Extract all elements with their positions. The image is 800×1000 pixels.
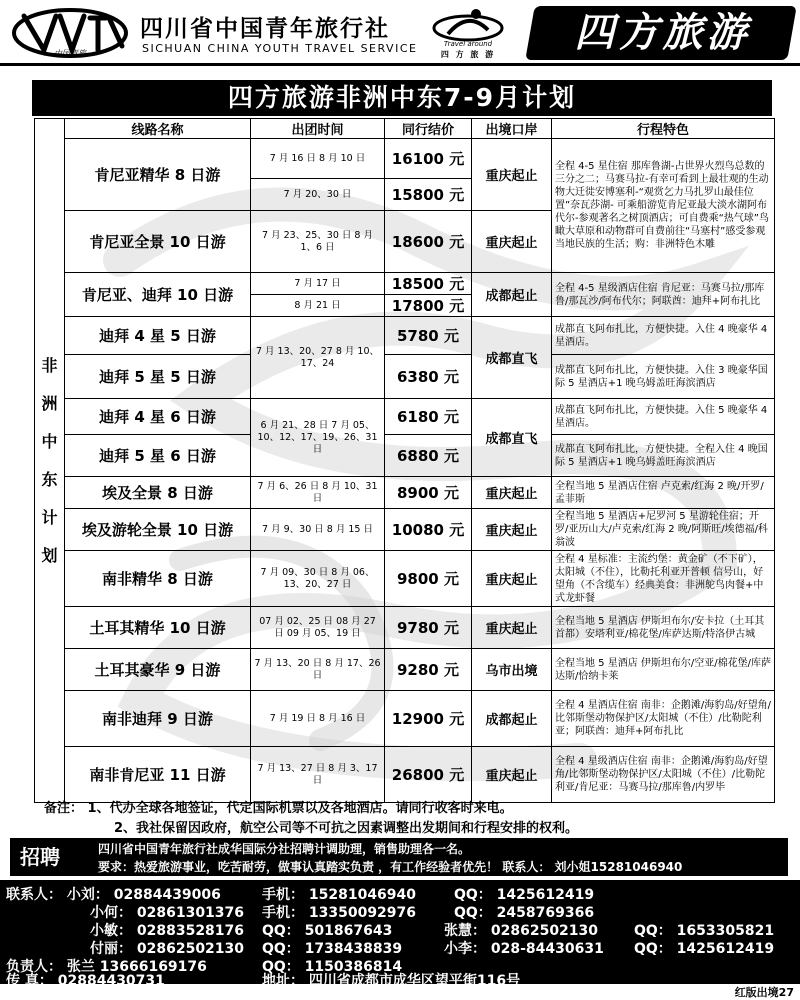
tour-dates: 7 月 6、26 日 8 月 10、31 日 [251,477,385,509]
route-name: 肯尼亚全景 10 日游 [65,211,251,273]
table-row [35,139,775,179]
departure-port: 成都起止 [472,691,552,747]
tour-features: 全程当地 5 星酒店住宿 卢克索/红海 2 晚/开罗/孟菲斯 [552,477,775,509]
contact-xiaoli: 小李： 028-84430631 [444,941,604,957]
tour-dates: 7 月 09、30 日 8 月 06、13、20、27 日 [251,551,385,607]
page-header [0,0,800,66]
tour-price: 6180 元 [385,399,472,435]
sifang-logo [418,8,518,60]
departure-port: 成都起止 [472,273,552,317]
cyts-logo-icon [10,6,130,60]
contact-fax: 传 真： 02884430731 [6,973,165,989]
contact-mobile-2: 手机： 13350092976 [262,905,417,921]
departure-port: 重庆起止 [472,509,552,551]
departure-port: 重庆起止 [472,139,552,211]
tour-features: 全程 4-5 星住宿 那库鲁湖-占世界火烈鸟总数的三分之二；马赛马拉-有幸可看到上最壮观的生动物大迁徙安博塞利-“观赏乞力马扎罗山最佳位置”奈瓦莎湖- 可乘船游览肯尼亚最大淡水湖阿布代尔-参观著名之树顶酒店；可自费乘“热气球”鸟瞰大草原和动物群可自费前往“马塞村”感受参观当地民族的生活；购：非洲特色木雕 [552,139,775,273]
tour-price: 6880 元 [385,435,472,477]
contact-xiaomin: 小敏： 02883528176 [90,923,245,939]
tour-dates: 7 月 13、20 日 8 月 17、26 日 [251,649,385,691]
tour-features: 成都直飞阿布扎比，方便快捷。全程入住 4 晚国际 5 星酒店+1 晚乌姆盖旺海滨酒店 [552,435,775,477]
contact-manager: 负责人： 张兰 13666169176 [6,959,207,975]
tour-price: 17800 元 [385,295,472,317]
contact-qq-5: QQ： 1738438839 [262,941,403,957]
route-name: 迪拜 5 星 5 日游 [65,355,251,399]
tour-price: 12900 元 [385,691,472,747]
tour-price: 10080 元 [385,509,472,551]
contact-qq-3: QQ： 501867643 [262,923,393,939]
table-row [35,317,775,355]
departure-port: 重庆起止 [472,211,552,273]
tour-features: 成都直飞阿布扎比，方便快捷。入住 5 晚豪华 4 星酒店。 [552,399,775,435]
route-name: 南非迪拜 9 日游 [65,691,251,747]
col-header-price: 同行结价 [385,119,472,139]
table-row [35,399,775,435]
table-row [35,607,775,649]
table-row [35,273,775,295]
contact-xiaoliu: 联系人： 小刘： 02884439006 [6,887,221,903]
tour-dates: 7 月 17 日 [251,273,385,295]
traveler-icon [418,8,518,42]
notes-section [44,799,764,839]
tour-features: 全程 4 星级酒店住宿 南非：企鹅滩/海豹岛/好望角/比邻斯堡动物保护区/太阳城（不住）/比勒陀利亚/肯尼亚：马赛马拉/那库鲁/内罗毕 [552,747,775,803]
contact-qq-7: QQ： 1150386814 [262,959,403,975]
contact-zhanghui: 张慧： 02862502130 [444,923,599,939]
mid-logo-en: Travel around [443,40,493,48]
note-2: 2、我社保留因政府，航空公司等不可抗之因素调整出发期间和行程安排的权利。 [114,821,579,836]
tour-features: 成都直飞阿布扎比，方便快捷。入住 4 晚豪华 4 星酒店。 [552,317,775,355]
table-row [35,355,775,399]
tour-features: 全程当地 5 星酒店 伊斯坦布尔/安卡拉（土耳其首都）安塔利亚/棉花堡/库萨达斯/特洛伊古城 [552,607,775,649]
tour-dates: 8 月 21 日 [251,295,385,317]
tour-dates: 7 月 13、27 日 8 月 3、17 日 [251,747,385,803]
note-1: 备注： 1、代办全球各地签证，代定国际机票以及各地酒店。请同行收客时来电。 [44,801,513,816]
table-row [35,509,775,551]
tour-features: 成都直飞阿布扎比，方便快捷。入住 3 晚豪华国际 5 星酒店+1 晚乌姆盖旺海滨酒店 [552,355,775,399]
route-name: 肯尼亚、迪拜 10 日游 [65,273,251,317]
table-row [35,691,775,747]
col-header-route: 线路名称 [65,119,251,139]
contact-qq-6: QQ： 1425612419 [634,941,775,957]
tour-dates: 6 月 21、28 日 7 月 05、10、12、17、19、26、31 日 [251,399,385,477]
tour-dates: 7 月 20、30 日 [251,179,385,211]
contacts-section [0,880,800,989]
tour-dates: 7 月 9、30 日 8 月 15 日 [251,509,385,551]
logo-text: 中国青旅 [54,49,86,58]
tour-table [34,118,774,794]
recruit-line-2: 要求：热爱旅游事业，吃苦耐劳，做事认真踏实负责 ，有工作经验者优先！ 联系人： 刘小姐15281046940 [98,860,683,874]
mid-logo-cn: 四 方 旅 游 [440,50,496,59]
tour-price: 6380 元 [385,355,472,399]
contact-qq-2: QQ： 2458769366 [454,905,595,921]
table-row [35,435,775,477]
route-name: 迪拜 4 星 6 日游 [65,399,251,435]
route-name: 迪拜 5 星 6 日游 [65,435,251,477]
tour-dates: 7 月 23、25、30 日 8 月 1、6 日 [251,211,385,273]
recruit-banner [10,838,788,876]
table-row [35,477,775,509]
tour-features: 全程 4 星酒店住宿 南非：企鹅滩/海豹岛/好望角/比邻斯堡动物保护区/太阳城（不住）/比勒陀利亚；阿联酋：迪拜+阿布扎比 [552,691,775,747]
recruit-line-1: 四川省中国青年旅行社成华国际分社招聘计调助理，销售助理各一名。 [98,842,471,856]
company-name-en: SICHUAN CHINA YOUTH TRAVEL SERVICE [142,42,418,55]
page-title: 四方旅游非洲中东7-9月计划 [32,80,772,116]
tour-dates: 07 月 02、25 日 08 月 27 日 09 月 05、19 日 [251,607,385,649]
departure-port: 成都直飞 [472,399,552,477]
route-name: 南非肯尼亚 11 日游 [65,747,251,803]
route-name: 南非精华 8 日游 [65,551,251,607]
table-header-row [35,119,775,139]
departure-port: 重庆起止 [472,747,552,803]
contact-mobile-1: 手机： 15281046940 [262,887,417,903]
table-row [35,649,775,691]
tour-price: 5780 元 [385,317,472,355]
tour-features: 全程 4 星标准：主流约堡：黄金矿（不下矿），太阳城（不住），比勒托利亚开普顿 信号山，好望角（不含缆车）经典美食：非洲鸵鸟肉餐+中式龙虾餐 [552,551,775,607]
route-name: 埃及全景 8 日游 [65,477,251,509]
tour-price: 26800 元 [385,747,472,803]
departure-port: 重庆起止 [472,551,552,607]
col-header-dates: 出团时间 [251,119,385,139]
tour-features: 全程当地 5 星酒店+尼罗河 5 星游轮住宿；开罗/亚历山大/卢克索/红海 2 晚/阿斯旺/埃德福/科翁波 [552,509,775,551]
contact-qq-1: QQ： 1425612419 [454,887,595,903]
tour-price: 16100 元 [385,139,472,179]
table-row [35,747,775,803]
tour-price: 18600 元 [385,211,472,273]
side-label: 非 洲 中 东 计 划 [35,119,65,803]
col-header-port: 出境口岸 [472,119,552,139]
table-row [35,551,775,607]
tour-price: 18500 元 [385,273,472,295]
tour-plan-table [34,118,775,803]
tour-features: 全程 4-5 星级酒店住宿 肯尼亚：马赛马拉/那库鲁/那瓦沙/阿布代尔；阿联酋：迪拜+阿布扎比 [552,273,775,317]
contact-fuli: 付丽： 02862502130 [90,941,245,957]
brand-name: 四方旅游 [574,10,751,56]
tour-features: 全程当地 5 星酒店 伊斯坦布尔/空亚/棉花堡/库萨达斯/恰纳卡莱 [552,649,775,691]
company-name-cn: 四川省中国青年旅行社 [140,16,390,42]
departure-port: 乌市出境 [472,649,552,691]
departure-port: 重庆起止 [472,607,552,649]
departure-port: 重庆起止 [472,477,552,509]
tour-dates: 7 月 13、20、27 8 月 10、17、24 [251,317,385,399]
tour-dates: 7 月 16 日 8 月 10 日 [251,139,385,179]
departure-port: 成都直飞 [472,317,552,399]
tour-price: 9800 元 [385,551,472,607]
route-name: 土耳其精华 10 日游 [65,607,251,649]
tour-price: 15800 元 [385,179,472,211]
tour-price: 8900 元 [385,477,472,509]
recruit-label: 招聘 [20,845,60,869]
route-name: 迪拜 4 星 5 日游 [65,317,251,355]
tour-price: 9780 元 [385,607,472,649]
tour-price: 9280 元 [385,649,472,691]
route-name: 埃及游轮全景 10 日游 [65,509,251,551]
contact-xiaohe: 小何： 02861301376 [90,905,245,921]
tour-dates: 7 月 19 日 8 月 16 日 [251,691,385,747]
route-name: 肯尼亚精华 8 日游 [65,139,251,211]
route-name: 土耳其豪华 9 日游 [65,649,251,691]
contact-address: 地址： 四川省成都市成华区望平街116号 [262,973,521,989]
col-header-features: 行程特色 [552,119,775,139]
footer-page-tag: 红版出境27 [734,986,794,999]
contact-qq-4: QQ： 1653305821 [634,923,775,939]
